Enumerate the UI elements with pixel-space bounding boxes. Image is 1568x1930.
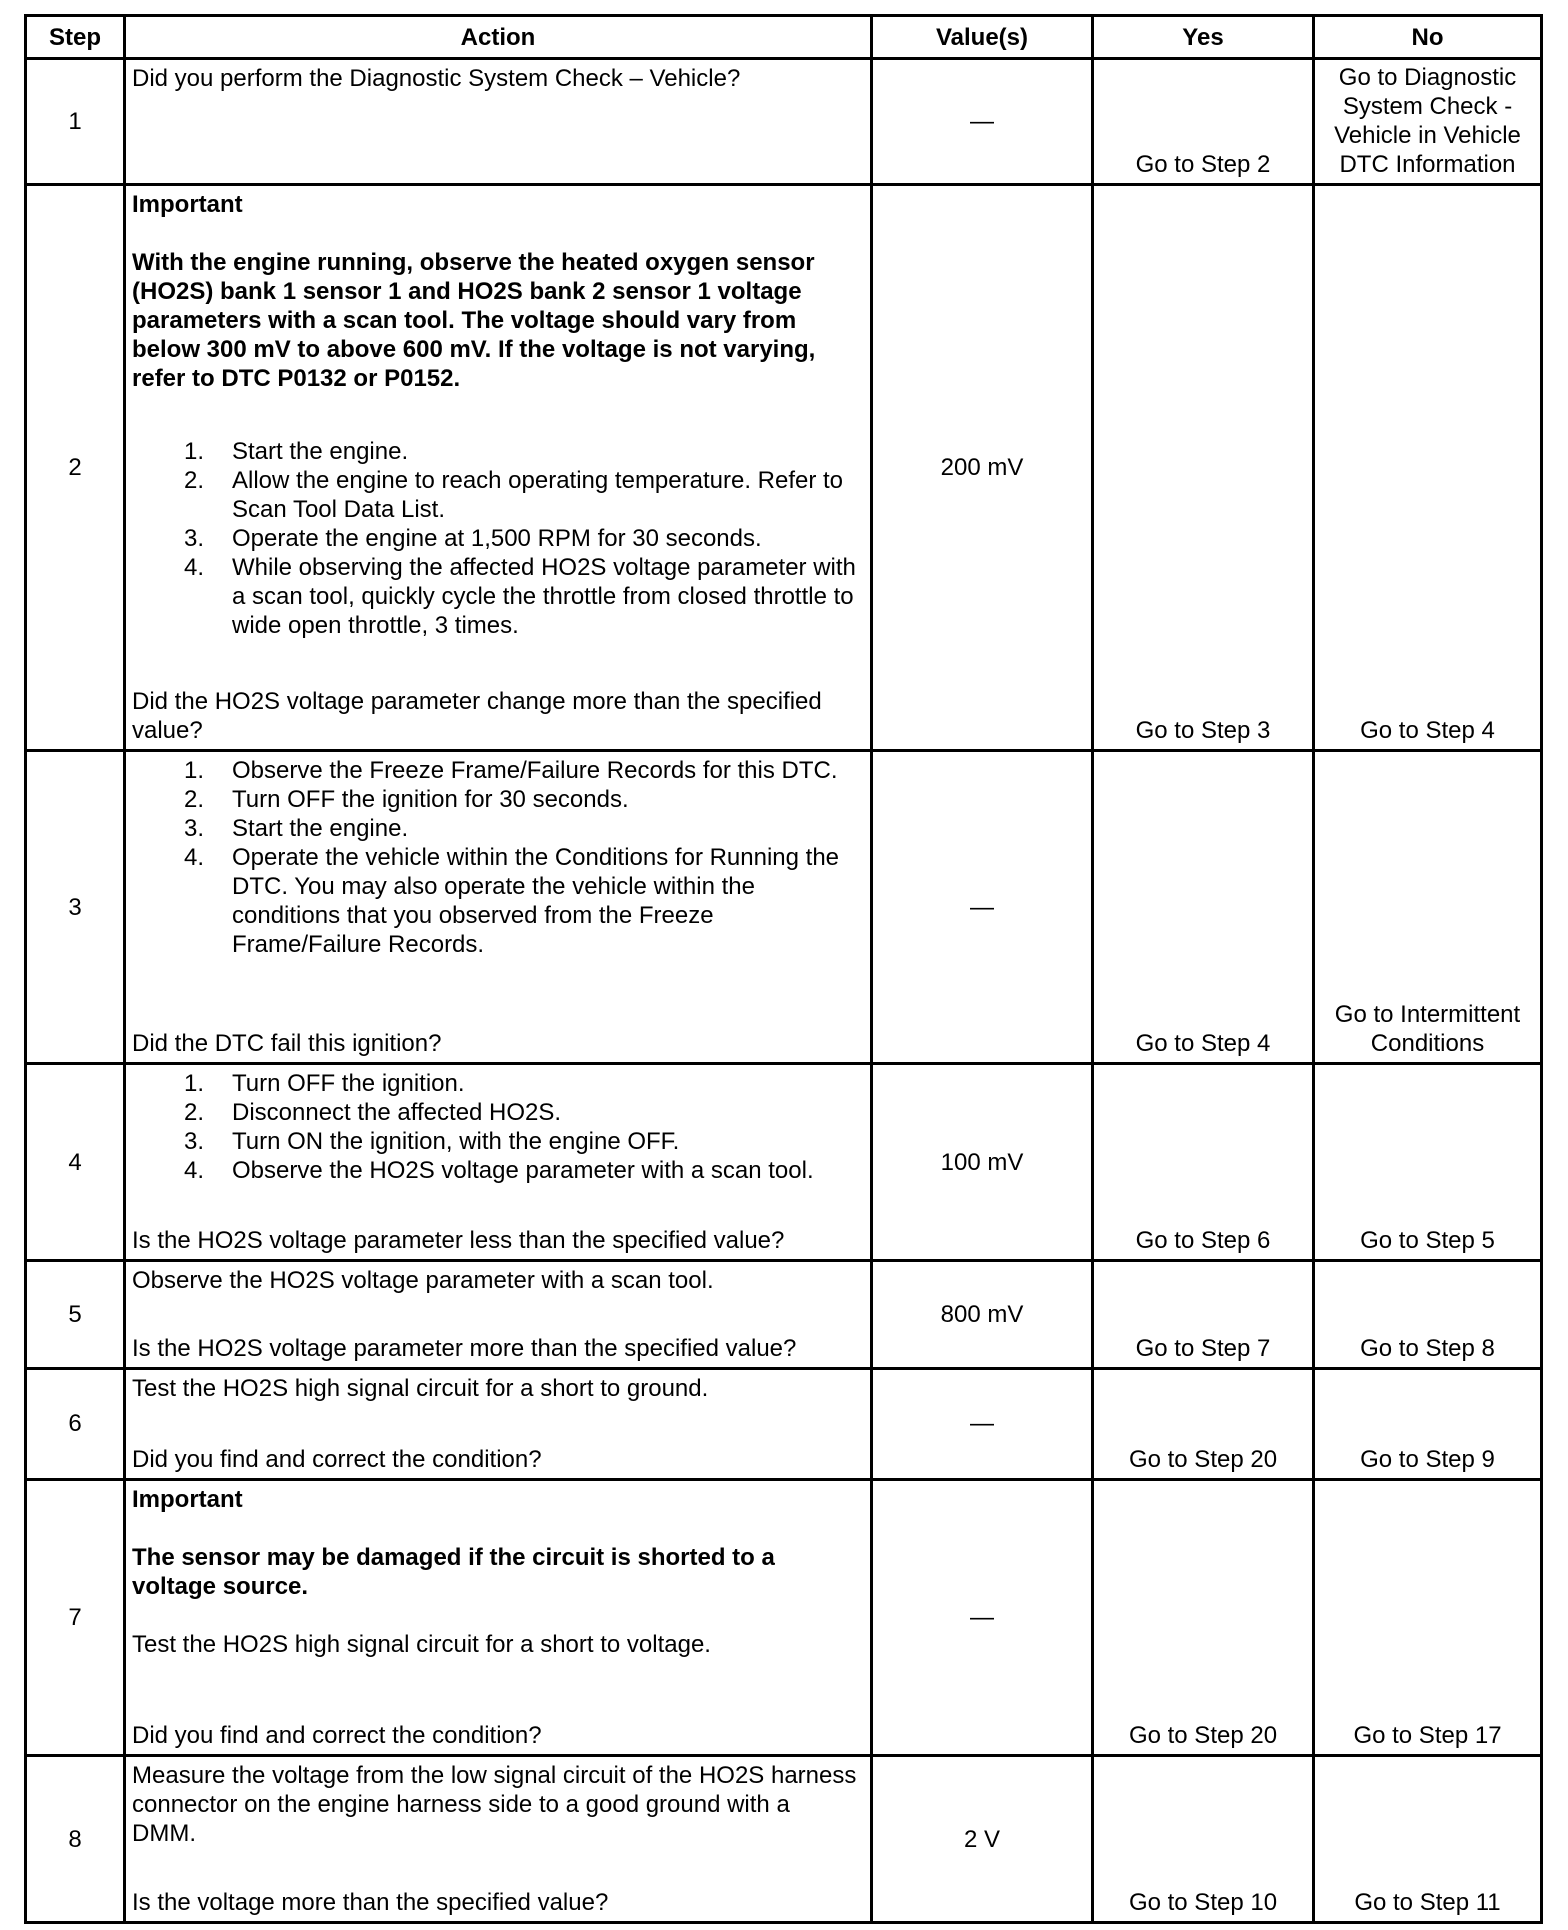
yes-cell: Go to Step 2 <box>1093 59 1314 185</box>
action-cell <box>125 751 872 1064</box>
table-row <box>26 1479 1542 1756</box>
list-item: 4. Observe the HO2S voltage parameter with a scan tool. <box>183 1157 814 1185</box>
no-cell: Go to Step 11 <box>1314 1756 1542 1923</box>
yes-cell: Go to Step 4 <box>1093 751 1314 1064</box>
action-text: Measure the voltage from the low signal circuit of the HO2S harness connector on the engine harness side to a good ground with a DMM. <box>132 1762 857 1848</box>
yes-cell: Go to Step 7 <box>1093 1260 1314 1368</box>
procedure-list <box>132 756 860 959</box>
action-question: Did you find and correct the condition? <box>132 1722 542 1750</box>
list-item: 3. Operate the engine at 1,500 RPM for 30 seconds. <box>183 525 762 553</box>
important-label: Important <box>132 191 243 219</box>
value-cell: 2 V <box>872 1756 1093 1923</box>
list-item: 3. Start the engine. <box>183 815 409 843</box>
value-cell: — <box>872 59 1093 185</box>
value-cell: 100 mV <box>872 1064 1093 1261</box>
header-values: Value(s) <box>872 16 1093 59</box>
action-cell <box>125 185 872 751</box>
header-no: No <box>1314 16 1542 59</box>
no-cell: Go to Step 5 <box>1314 1064 1542 1261</box>
table-row <box>26 185 1542 751</box>
list-item: 1. Start the engine. <box>183 438 409 466</box>
action-question: Did you perform the Diagnostic System Check – Vehicle? <box>132 65 741 92</box>
procedure-list <box>132 437 860 640</box>
list-item: 1. Turn OFF the ignition. <box>183 1070 465 1098</box>
important-text: With the engine running, observe the heated oxygen sensor (HO2S) bank 1 sensor 1 and HO2S bank 2 sensor 1 voltage parameters with a scan tool. The voltage should vary from below 300 mV to above 600 mV. If the voltage is not varying, refer to DTC P0132 or P0152. <box>132 249 816 393</box>
important-text: The sensor may be damaged if the circuit is shorted to a voltage source. <box>132 1543 775 1600</box>
action-text: Observe the HO2S voltage parameter with a scan tool. <box>132 1266 714 1294</box>
header-action: Action <box>125 16 872 59</box>
action-cell <box>125 1260 872 1368</box>
action-cell <box>125 59 872 185</box>
value-cell: — <box>872 1369 1093 1479</box>
procedure-list <box>132 1069 860 1185</box>
no-cell: Go to Step 17 <box>1314 1479 1542 1756</box>
action-question: Is the voltage more than the specified value? <box>132 1889 609 1916</box>
step-number: 1 <box>26 59 125 185</box>
list-item: 2. Allow the engine to reach operating temperature. Refer to Scan Tool Data List. <box>183 467 844 524</box>
action-question: Did the DTC fail this ignition? <box>132 1030 442 1058</box>
step-number: 8 <box>26 1756 125 1923</box>
step-number: 3 <box>26 751 125 1064</box>
no-cell: Go to Intermittent Conditions <box>1314 751 1542 1064</box>
diagnostic-table <box>24 14 1543 1924</box>
no-cell: Go to Step 4 <box>1314 185 1542 751</box>
value-cell: — <box>872 751 1093 1064</box>
value-cell: — <box>872 1479 1093 1756</box>
header-row <box>26 16 1542 59</box>
important-label: Important <box>132 1485 243 1513</box>
table-row <box>26 751 1542 1064</box>
list-item: 2. Turn OFF the ignition for 30 seconds. <box>183 786 629 814</box>
step-number: 7 <box>26 1479 125 1756</box>
list-item: 3. Turn ON the ignition, with the engine OFF. <box>183 1128 680 1156</box>
list-item: 1. Observe the Freeze Frame/Failure Records for this DTC. <box>183 757 838 785</box>
table-row <box>26 1064 1542 1261</box>
step-number: 4 <box>26 1064 125 1261</box>
table-row <box>26 1260 1542 1368</box>
table-row <box>26 1756 1542 1923</box>
value-cell: 200 mV <box>872 185 1093 751</box>
step-number: 5 <box>26 1260 125 1368</box>
table-row <box>26 59 1542 185</box>
action-question: Did you find and correct the condition? <box>132 1445 542 1473</box>
header-yes: Yes <box>1093 16 1314 59</box>
list-item: 4. Operate the vehicle within the Conditions for Running the DTC. You may also operate the vehicle within the conditions that you observed from the Freeze Frame/Failure Records. <box>183 844 840 959</box>
header-step: Step <box>26 16 125 59</box>
yes-cell: Go to Step 20 <box>1093 1369 1314 1479</box>
action-text: Test the HO2S high signal circuit for a short to voltage. <box>132 1630 711 1658</box>
action-cell <box>125 1479 872 1756</box>
action-cell <box>125 1369 872 1479</box>
yes-cell: Go to Step 6 <box>1093 1064 1314 1261</box>
action-question: Is the HO2S voltage parameter more than the specified value? <box>132 1335 797 1363</box>
action-cell <box>125 1064 872 1261</box>
step-number: 2 <box>26 185 125 751</box>
no-cell: Go to Diagnostic System Check - Vehicle in Vehicle DTC Information <box>1314 59 1542 185</box>
action-question: Is the HO2S voltage parameter less than the specified value? <box>132 1226 785 1254</box>
yes-cell: Go to Step 3 <box>1093 185 1314 751</box>
step-number: 6 <box>26 1369 125 1479</box>
list-item: 2. Disconnect the affected HO2S. <box>183 1099 562 1127</box>
no-cell: Go to Step 9 <box>1314 1369 1542 1479</box>
no-cell: Go to Step 8 <box>1314 1260 1542 1368</box>
action-cell <box>125 1756 872 1923</box>
action-question: Did the HO2S voltage parameter change more than the specified value? <box>132 688 822 745</box>
yes-cell: Go to Step 10 <box>1093 1756 1314 1923</box>
list-item: 4. While observing the affected HO2S voltage parameter with a scan tool, quickly cycle the throttle from closed throttle to wide open throttle, 3 times. <box>183 554 856 640</box>
action-text: Test the HO2S high signal circuit for a short to ground. <box>132 1375 709 1403</box>
value-cell: 800 mV <box>872 1260 1093 1368</box>
table-row <box>26 1369 1542 1479</box>
yes-cell: Go to Step 20 <box>1093 1479 1314 1756</box>
